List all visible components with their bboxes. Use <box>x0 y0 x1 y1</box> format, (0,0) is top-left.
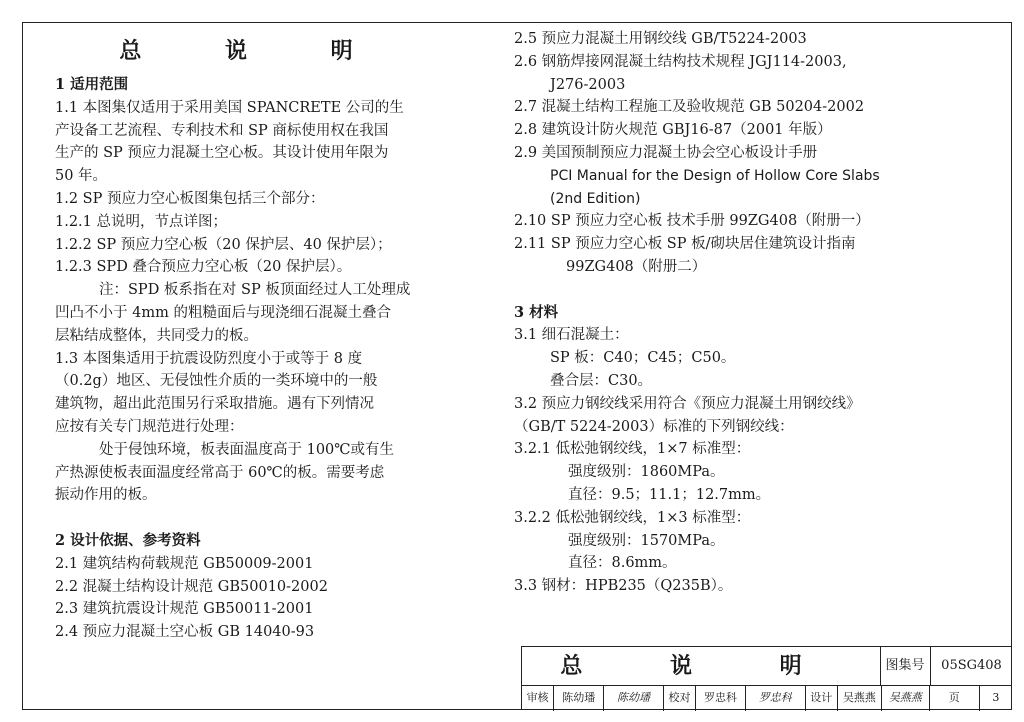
title-block <box>521 646 1012 710</box>
checker-name: 罗忠科 <box>696 685 746 711</box>
left-text-line: 1 适用范围 <box>55 76 129 93</box>
left-text-line: 1.3 本图集适用于抗震设防烈度小于或等于 8 度 <box>55 350 363 367</box>
designer-name: 吴燕燕 <box>838 685 882 711</box>
page-number: 3 <box>992 691 1000 704</box>
left-text-line: 1.2.3 SPD 叠合预应力空心板（20 保护层）。 <box>55 259 352 276</box>
left-text-line: 1.2.1 总说明，节点详图； <box>55 213 228 230</box>
left-text-line: 层粘结成整体，共同受力的板。 <box>55 327 258 344</box>
left-text-line: 1.2 SP 预应力空心板图集包括三个部分： <box>55 190 325 207</box>
right-text-line: 3.1 细石混凝土： <box>514 327 629 344</box>
right-text-line: 2.6 钢筋焊接网混凝土结构技术规程 JGJ114-2003, <box>514 53 847 70</box>
left-text-line: 生产的 SP 预应力混凝土空心板。其设计使用年限为 <box>55 145 389 162</box>
review-label: 审核 <box>522 685 554 711</box>
right-text-line: 叠合层：C30。 <box>550 372 653 389</box>
right-column <box>514 28 880 595</box>
right-text-line: 99ZG408（附册二） <box>566 258 707 275</box>
left-text-line: 2 设计依据、参考资料 <box>55 531 201 549</box>
right-text-line: 2.10 SP 预应力空心板 技术手册 99ZG408（附册一） <box>514 213 870 230</box>
reviewer-signature: 陈幼璠 <box>604 685 664 711</box>
left-text-line: 2.3 建筑抗震设计规范 GB50011-2001 <box>55 601 314 618</box>
left-text-line: 产设备工艺流程、专利技术和 SP 商标使用权在我国 <box>55 122 389 139</box>
right-text-line: 强度级别：1570MPa。 <box>568 532 725 549</box>
right-text-line: 3.2.2 低松弛钢绞线，1×3 标准型： <box>514 509 751 526</box>
atlas-number: 05SG408 <box>941 658 1002 673</box>
right-text-line: 3 材料 <box>514 303 559 321</box>
design-label: 设计 <box>806 685 838 711</box>
right-text-line <box>514 279 880 302</box>
right-text-line: 3.2 预应力钢绞线采用符合《预应力混凝土用钢绞线》 <box>514 395 861 412</box>
left-text-line: 2.4 预应力混凝土空心板 GB 14040-93 <box>55 624 315 641</box>
right-text-line: 2.11 SP 预应力空心板 SP 板/砌块居住建筑设计指南 <box>514 236 856 253</box>
left-text-line: 1.2.2 SP 预应力空心板（20 保护层、40 保护层）； <box>55 236 392 253</box>
left-text-line: （0.2g）地区、无侵蚀性介质的一类环境中的一般 <box>55 373 378 390</box>
left-text-line: 振动作用的板。 <box>55 487 157 504</box>
page-title: 总 说 明 <box>119 38 391 64</box>
left-text-line: 2.2 混凝土结构设计规范 GB50010-2002 <box>55 578 328 595</box>
right-text-line: 直径：9.5；11.1；12.7mm。 <box>568 486 771 503</box>
page-label: 页 <box>930 685 980 711</box>
left-text-line: 凹凸不小于 4mm 的粗糙面后与现浇细石混凝土叠合 <box>55 304 391 321</box>
left-text-line: 2.1 建筑结构荷载规范 GB50009-2001 <box>55 555 314 572</box>
right-text-line: （GB/T 5224-2003）标准的下列钢绞线： <box>514 418 794 435</box>
title-block-signature-row <box>522 685 1012 711</box>
designer-signature: 吴燕燕 <box>882 685 930 711</box>
right-text-line: 3.2.1 低松弛钢绞线，1×7 标准型： <box>514 441 751 458</box>
left-text-line: 处于侵蚀环境，板表面温度高于 100℃或有生 <box>99 441 395 458</box>
left-text-line: 50 年。 <box>55 168 108 185</box>
left-text-line <box>55 507 455 530</box>
left-column <box>55 36 455 641</box>
left-text-line: 1.1 本图集仅适用于采用美国 SPANCRETE 公司的生 <box>55 99 404 116</box>
left-text-line: 建筑物，超出此范围另行采取措施。遇有下列情况 <box>55 396 374 413</box>
check-label: 校对 <box>664 685 696 711</box>
right-text-line: (2nd Edition) <box>550 190 641 207</box>
right-text-line: 2.5 预应力混凝土用钢绞线 GB/T5224-2003 <box>514 31 807 47</box>
atlas-number-label: 图集号 <box>880 647 931 685</box>
right-text-line: 2.7 混凝土结构工程施工及验收规范 GB 50204-2002 <box>514 99 865 116</box>
right-text-line: SP 板：C40；C45；C50。 <box>550 350 736 367</box>
right-text-line: 2.8 建筑设计防火规范 GBJ16-87（2001 年版） <box>514 122 832 139</box>
title-block-top-row <box>522 647 1012 686</box>
right-text-line: 直径：8.6mm。 <box>568 555 677 572</box>
reviewer-name: 陈幼璠 <box>554 685 604 711</box>
right-text-line: 强度级别：1860MPa。 <box>568 464 725 481</box>
right-text-line: J276-2003 <box>550 76 626 93</box>
left-text-line: 产热源使板表面温度经常高于 60℃的板。需要考虑 <box>55 464 385 481</box>
title-block-title: 总 说 明 <box>522 647 881 685</box>
checker-signature: 罗忠科 <box>746 685 806 711</box>
left-text-line: 应按有关专门规范进行处理： <box>55 418 244 435</box>
right-text-line: 3.3 钢材：HPB235（Q235B）。 <box>514 578 733 595</box>
right-text-line: PCI Manual for the Design of Hollow Core Slabs <box>550 167 880 184</box>
left-text-line: 注：SPD 板系指在对 SP 板顶面经过人工处理成 <box>99 282 411 299</box>
right-text-line: 2.9 美国预制预应力混凝土协会空心板设计手册 <box>514 144 818 161</box>
